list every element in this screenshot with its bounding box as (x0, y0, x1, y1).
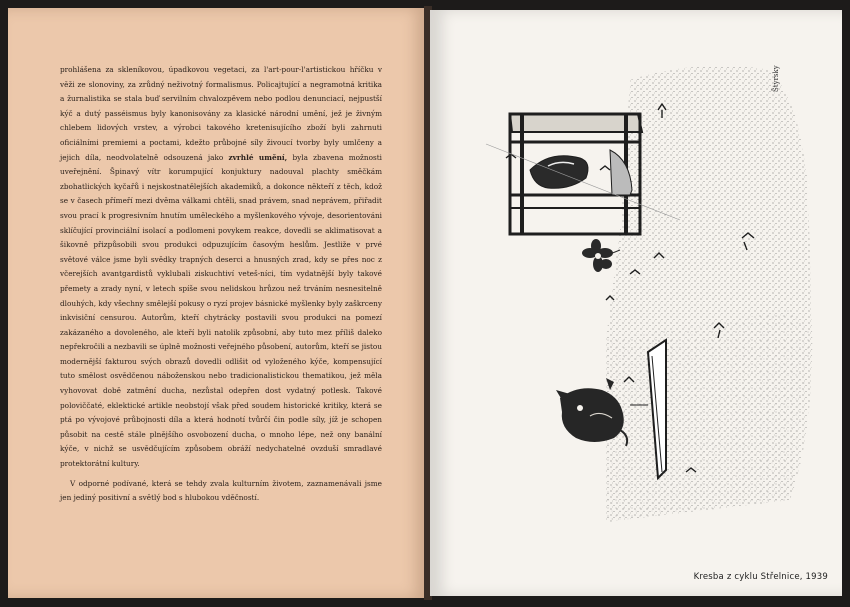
shooting-gallery-drawing (430, 10, 842, 596)
caption: Kresba z cyklu Střelnice, 1939 (693, 572, 828, 582)
paragraph-2: V odporné podívané, která se tehdy zvala kulturním životem, zaznamenávali jsme jen jediný positivní a světlý bod s hlubokou vděčností. (60, 478, 382, 503)
bold-phrase: zvrhlé umění, (228, 152, 288, 162)
paragraph-1-start: prohlášena za skleníkovou, úpadkovou vegetaci, za l'art-pour-l'artistickou hříčku v věži ze slonoviny, za zrůdný neživotný formalismus. Policajtující a negramotná kritika a žurnalistika se stala buď servilním chvalozpěvem nebo podlou denunciací, nejpustší kýč a dutý passéismus byly kanonisovány za klasické národní umění, jež je živným chlebem lidových vrstev, a výrobci takového kretenisujícího zboží byli zahrnuti oficiálními premiemi a poctami, kdežto průbojné síly živoucí tvorby byly umlčeny a jejich díla, neodvolatelně odsouzená jako (60, 65, 382, 162)
right-page (430, 10, 842, 596)
flower (582, 239, 620, 272)
signature: Štyrsky (772, 65, 780, 92)
left-page (8, 8, 426, 598)
paragraph-1-end: byla zbavena možnosti uveřejnění. Špinavý vítr korumpující konjuktury nadouval plachty směčkám zbohatlických kyčařů i nejskostnatělejších akademiků, a dokonce někteří z těch, kdož se v časech přímeří mezi dvěma válkami chtěli, snad právem, snad neprávem, přiřadit svou prací k progresivním hnutím uměleckého a myšlenkového vývoje, desorientováni sklíčující provinciální isolací a podlomeni povykem reakce, dovedli se aklimatisovat a šikovně přizpůsobili svou produkci odpuzujícím časovým heslům. Jestliže v prvé světové válce jsme byli svědky trapných deserci a hnusných zrad, kdy se přes noc z včerejších avantgardistů vyklubali ziskuchtiví veteš-níci, tím vydatnější byly takové přemety a zrady nyní, v letech spíše svou nelidskou hrůzou než trváním nesnesitelně dlouhých, kdy všechny smělejší pokusy o ryzí projev básnické myšlenky byly zaškrceny inkvisiční censurou. Autorům, kteří chytrácky postavili svou produkci na pomezí zakázaného a dovoleného, ale kteří byli natolik způsobní, aby tuto mez příliš daleko nepřekročili a nezbavili se úplně možnosti veřejného působení, autorům, kteří se jistou modernější fakturou svých obrazů dovedli odlišit od vyloženého kýče, kompensující tuto smělost osvědčenou náboženskou nebo tradicionalistickou thematikou, jež měla vyhovovat době zatmění ducha, nezůstal odepřen dost vydatný potlesk. Takové poloviččaté, eklektické artikle neobstojí však před soudem historické kritiky, která se ptá po vývojové průbojnosti díla a která hodnotí tvůrčí čin podle síly, jíž je schopen působit na cestě stále plnějšího osvobození ducha, o mnoho lépe, než ony banální kýče, v nichž se usvědčujícím způsobem obráží nedychatelné ovzduší smradlavé protektorátní kultury. (60, 152, 382, 469)
paragraph-1 (60, 63, 382, 472)
body-text (60, 63, 382, 506)
stipple-floor (606, 310, 812, 522)
